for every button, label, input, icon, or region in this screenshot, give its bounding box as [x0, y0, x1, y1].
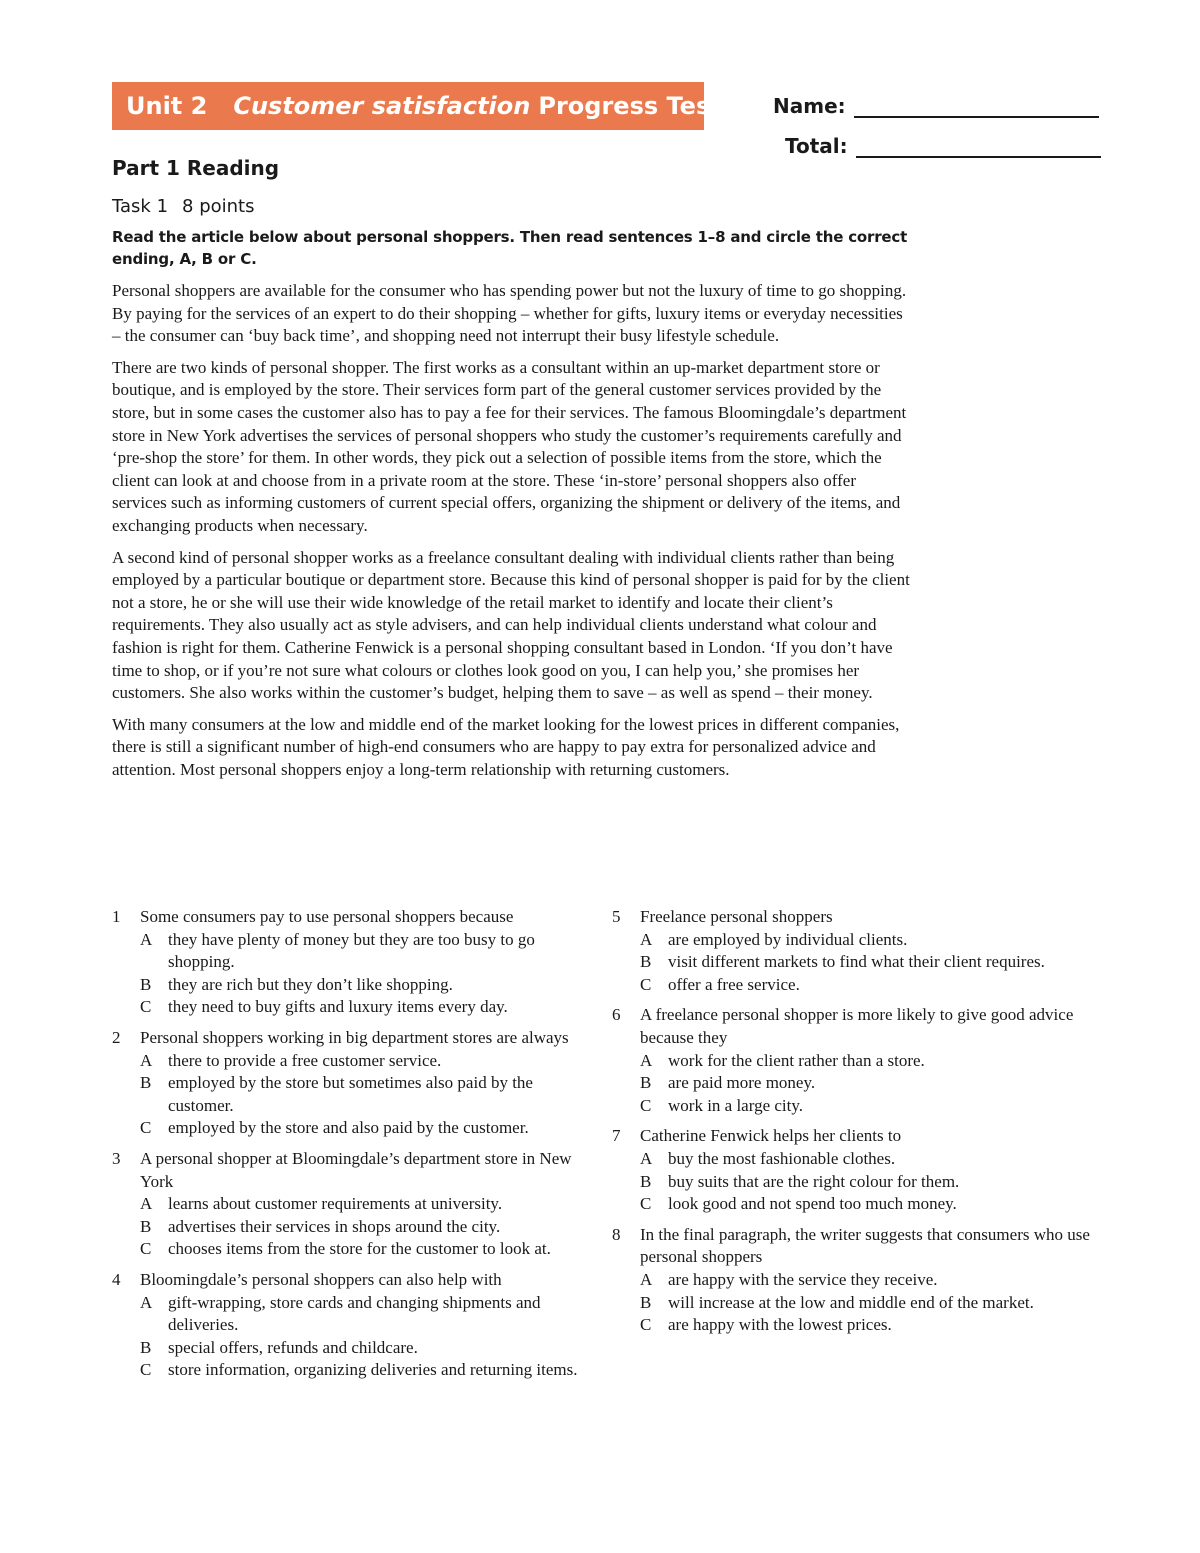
answer-option[interactable] [112, 1193, 592, 1216]
option-text: visit different markets to find what their client requires. [668, 952, 1045, 972]
article-paragraph: With many consumers at the low and middle end of the market looking for the lowest prices in different companies, there is still a significant number of high-end consumers who are happy to pay extra for personalized advice and attention. Most personal shoppers enjoy a long-term relationship with returning customers. [112, 714, 900, 779]
question-number: 8 [612, 1224, 621, 1244]
option-text: buy the most fashionable clothes. [668, 1148, 896, 1168]
option-text: special offers, refunds and childcare. [168, 1337, 418, 1357]
answer-option[interactable] [112, 1292, 592, 1337]
question-5 [612, 906, 1092, 996]
question-1 [112, 906, 592, 1019]
question-2 [112, 1027, 592, 1140]
answer-option[interactable] [112, 1359, 592, 1382]
article-paragraph: Personal shoppers are available for the consumer who has spending power but not the luxury of time to go shopping. By paying for the services of an expert to do their shopping – whether for gifts, luxury items or everyday necessities – the consumer can ‘buy back time’, and shopping need not interrupt their busy lifestyle schedule. [112, 281, 907, 346]
option-letter: A [640, 929, 653, 949]
option-text: buy suits that are the right colour for them. [668, 1171, 960, 1191]
task-heading [112, 196, 255, 217]
option-text: store information, organizing deliveries and returning items. [168, 1360, 578, 1380]
questions-right-column [612, 906, 1092, 1345]
question-number: 4 [112, 1269, 121, 1289]
task-points: 8 points [182, 196, 255, 217]
option-letter: C [640, 1194, 652, 1214]
question-number: 6 [612, 1005, 621, 1025]
option-letter: A [140, 1292, 153, 1312]
answer-option[interactable] [112, 1238, 592, 1261]
answer-option[interactable] [612, 1193, 1092, 1216]
answer-option[interactable] [112, 929, 592, 974]
option-text: they have plenty of money but they are too busy to go shopping. [168, 929, 535, 972]
option-text: are paid more money. [668, 1073, 816, 1093]
answer-option[interactable] [112, 974, 592, 997]
option-letter: B [640, 1171, 652, 1191]
option-text: gift-wrapping, store cards and changing shipments and deliveries. [168, 1292, 541, 1335]
option-text: work for the client rather than a store. [668, 1050, 925, 1070]
question-8 [612, 1224, 1092, 1337]
unit-title-banner [112, 82, 722, 130]
unit-label: Unit 2 [126, 92, 208, 120]
part-heading: Part 1 Reading [112, 156, 280, 180]
unit-topic: Customer satisfaction [233, 92, 531, 120]
option-text: are happy with the lowest prices. [668, 1315, 892, 1335]
option-text: they need to buy gifts and luxury items every day. [168, 997, 508, 1017]
task-instructions: Read the article below about personal shoppers. Then read sentences 1–8 and circle the correct ending, A, B or C. [112, 228, 908, 268]
answer-option[interactable] [612, 1171, 1092, 1194]
total-label: Total: [785, 134, 848, 158]
answer-option[interactable] [112, 1117, 592, 1140]
question-stem: Bloomingdale’s personal shoppers can also help with [140, 1269, 502, 1289]
option-text: they are rich but they don’t like shopping. [168, 974, 453, 994]
question-stem: Freelance personal shoppers [640, 907, 833, 926]
option-letter: B [640, 952, 652, 972]
option-letter: B [640, 1073, 652, 1093]
option-text: are happy with the service they receive. [668, 1269, 938, 1289]
option-letter: C [640, 1315, 652, 1335]
questions-left-column [112, 906, 592, 1390]
question-stem: Some consumers pay to use personal shoppers because [140, 907, 514, 926]
option-letter: A [640, 1148, 653, 1168]
option-letter: C [140, 997, 152, 1017]
answer-option[interactable] [612, 1095, 1092, 1118]
question-number: 1 [112, 907, 121, 926]
option-text: advertises their services in shops around the city. [168, 1216, 501, 1236]
option-text: will increase at the low and middle end of the market. [668, 1292, 1034, 1312]
option-text: offer a free service. [668, 974, 800, 994]
option-letter: A [140, 1050, 153, 1070]
option-letter: B [140, 1337, 152, 1357]
answer-option[interactable] [112, 1216, 592, 1239]
answer-option[interactable] [612, 1314, 1092, 1337]
question-stem: A freelance personal shopper is more likely to give good advice because they [640, 1005, 1074, 1047]
question-7 [612, 1125, 1092, 1215]
answer-option[interactable] [112, 996, 592, 1019]
option-letter: C [640, 1095, 652, 1115]
question-number: 3 [112, 1148, 121, 1168]
answer-option[interactable] [612, 951, 1092, 974]
total-field [785, 134, 1101, 158]
option-letter: A [140, 929, 153, 949]
option-letter: B [140, 1073, 152, 1093]
question-number: 2 [112, 1027, 121, 1047]
option-letter: C [140, 1118, 152, 1138]
option-letter: B [140, 1216, 152, 1236]
option-text: look good and not spend too much money. [668, 1194, 957, 1214]
question-stem: A personal shopper at Bloomingdale’s department store in New York [140, 1148, 572, 1191]
question-stem: In the final paragraph, the writer suggests that consumers who use personal shoppers [640, 1224, 1090, 1267]
option-letter: C [140, 1360, 152, 1380]
answer-option[interactable] [612, 1269, 1092, 1292]
task-label: Task 1 [112, 196, 169, 217]
answer-option[interactable] [612, 1292, 1092, 1315]
name-label: Name: [773, 94, 846, 118]
option-text: there to provide a free customer service. [168, 1050, 442, 1070]
option-letter: C [140, 1239, 152, 1259]
question-4 [112, 1269, 592, 1382]
article-paragraph: There are two kinds of personal shopper. The first works as a consultant within an up-market department store or boutique, and is employed by the store. Their services form part of the general customer services provided by the store, but in some cases the customer also has to pay a fee for their services. The famous Bloomingdale’s department store in New York advertises the services of personal shoppers who study the customer’s requirements carefully and ‘pre-shop the store’ for them. In other words, they pick out a selection of possible items from the store, which the client can look at and choose from in a private room at the store. These ‘in-store’ personal shoppers also offer services such as informing customers of current special offers, organizing the shipment or delivery of the items, and exchanging products when necessary. [112, 357, 907, 535]
option-text: chooses items from the store for the customer to look at. [168, 1239, 551, 1259]
question-number: 5 [612, 907, 621, 926]
option-text: employed by the store and also paid by the customer. [168, 1118, 529, 1138]
question-6 [612, 1004, 1092, 1117]
option-letter: C [640, 974, 652, 994]
answer-option[interactable] [612, 1050, 1092, 1073]
answer-option[interactable] [612, 1148, 1092, 1171]
total-answer-line [856, 136, 1101, 158]
option-text: work in a large city. [668, 1095, 804, 1115]
option-letter: A [640, 1269, 653, 1289]
test-type-label: Progress Test [538, 92, 722, 120]
option-letter: A [140, 1194, 153, 1214]
option-letter: B [640, 1292, 652, 1312]
answer-option[interactable] [112, 1072, 592, 1117]
answer-option[interactable] [612, 929, 1092, 952]
option-letter: A [640, 1050, 653, 1070]
option-letter: B [140, 974, 152, 994]
question-stem: Personal shoppers working in big department stores are always [140, 1027, 569, 1047]
article [112, 280, 912, 790]
name-answer-line [854, 96, 1099, 118]
answer-option[interactable] [112, 1337, 592, 1360]
article-paragraph: A second kind of personal shopper works as a freelance consultant dealing with individual clients rather than being employed by a particular boutique or department store. Because this kind of personal shopper is paid for by the client not a store, he or she will use their wide knowledge of the retail market to identify and locate their client’s requirements. They also usually act as style advisers, and can help individual clients understand what colour and fashion is right for them. Catherine Fenwick is a personal shopping consultant based in London. ‘If you don’t have time to shop, or if you’re not sure what colours or clothes look good on you, I can help you,’ she promises her customers. She also works within the customer’s budget, helping them to save – as well as spend – their money. [112, 547, 910, 703]
answer-option[interactable] [112, 1050, 592, 1073]
answer-option[interactable] [612, 1072, 1092, 1095]
question-stem: Catherine Fenwick helps her clients to [640, 1126, 902, 1146]
option-text: learns about customer requirements at university. [168, 1194, 503, 1214]
answer-option[interactable] [612, 974, 1092, 997]
option-text: are employed by individual clients. [668, 929, 908, 949]
name-field [773, 94, 1099, 118]
option-text: employed by the store but sometimes also paid by the customer. [168, 1073, 533, 1115]
question-3 [112, 1148, 592, 1261]
question-number: 7 [612, 1126, 621, 1146]
